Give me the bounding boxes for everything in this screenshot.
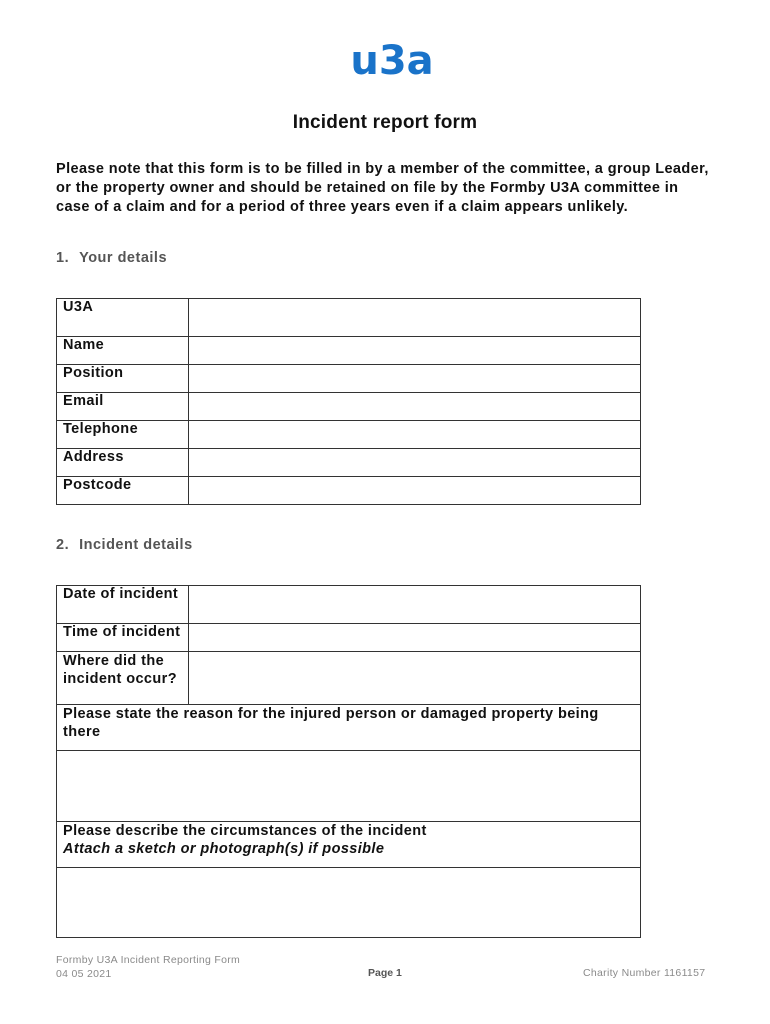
field-value-name[interactable] (189, 337, 641, 365)
section-number: 1. (56, 250, 70, 266)
table-row (57, 449, 641, 477)
circumstances-question-cell (57, 822, 641, 868)
table-row (57, 337, 641, 365)
field-value-address[interactable] (189, 449, 641, 477)
incident-details-table (56, 585, 641, 938)
field-value-email[interactable] (189, 393, 641, 421)
field-label-time: Time of incident (57, 624, 189, 652)
field-label-date: Date of incident (57, 586, 189, 624)
table-row (57, 624, 641, 652)
table-row (57, 822, 641, 868)
field-value-u3a[interactable] (189, 299, 641, 337)
your-details-table (56, 298, 641, 505)
footer-form-info (56, 953, 240, 981)
u3a-logo (347, 40, 437, 80)
field-label-email: Email (57, 393, 189, 421)
section-your-details-heading (56, 250, 167, 266)
table-row (57, 751, 641, 822)
field-value-postcode[interactable] (189, 477, 641, 505)
footer-form-date: 04 05 2021 (56, 968, 112, 980)
field-label-name: Name (57, 337, 189, 365)
field-label-telephone: Telephone (57, 421, 189, 449)
footer-page-number: Page 1 (368, 967, 402, 979)
field-label-postcode: Postcode (57, 477, 189, 505)
intro-notice: Please note that this form is to be filled in by a member of the committee, a group Leader, or the property owner and should be retained on file by the Formby U3A committee in case of a claim and for a period of three years even if a claim appears unlikely. (56, 161, 709, 215)
table-row (57, 393, 641, 421)
field-value-position[interactable] (189, 365, 641, 393)
field-label-where: Where did the incident occur? (57, 652, 189, 705)
section-number: 2. (56, 537, 70, 553)
field-label-address: Address (57, 449, 189, 477)
table-row (57, 365, 641, 393)
circumstances-answer-box[interactable] (57, 868, 641, 938)
table-row (57, 299, 641, 337)
footer-form-name: Formby U3A Incident Reporting Form (56, 954, 241, 966)
section-title: Incident details (79, 537, 193, 553)
table-row (57, 586, 641, 624)
section-incident-details-heading (56, 537, 193, 553)
table-row (57, 477, 641, 505)
footer-charity-number: Charity Number 1161157 (583, 967, 706, 979)
table-row (57, 421, 641, 449)
circumstances-question: Please describe the circumstances of the incident (63, 823, 427, 839)
page-title: Incident report form (292, 112, 478, 133)
field-label-position: Position (57, 365, 189, 393)
circumstances-note: Attach a sketch or photograph(s) if possible (63, 841, 385, 857)
field-value-where[interactable] (189, 652, 641, 705)
field-label-u3a: U3A (57, 299, 189, 337)
logo-text: u3a (350, 40, 434, 80)
table-row (57, 868, 641, 938)
section-title: Your details (79, 250, 168, 266)
reason-answer-box[interactable] (57, 751, 641, 822)
table-row (57, 705, 641, 751)
field-value-date[interactable] (189, 586, 641, 624)
field-value-time[interactable] (189, 624, 641, 652)
reason-question: Please state the reason for the injured person or damaged property being there (57, 705, 641, 751)
table-row (57, 652, 641, 705)
field-value-telephone[interactable] (189, 421, 641, 449)
